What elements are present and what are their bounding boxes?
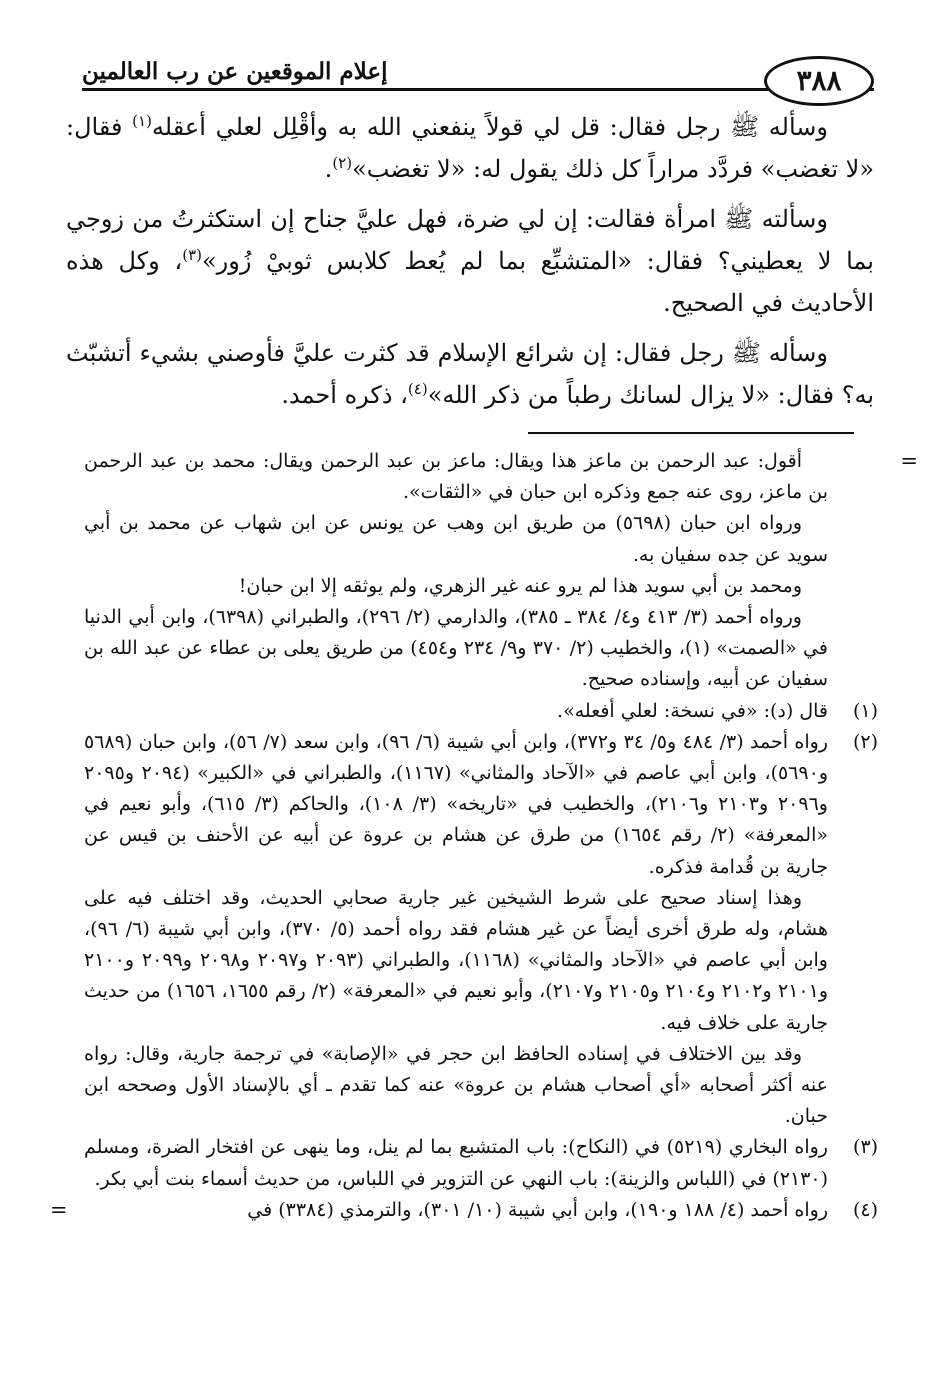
paragraph-3-text: وسأله ﷺ رجل فقال: إن شرائع الإسلام قد كثرت عليَّ فأوصني بشيء أتشبّث به؟ فقال: «لا يزال لسانك رطباً من ذكر الله»	[66, 339, 874, 409]
footnote-text: رواه أحمد (٤/ ١٨٨ و١٩٠)، وابن أبي شيبة (١٠/ ٣٠١)، والترمذي (٣٣٨٤) في	[247, 1198, 828, 1221]
footnote-text: وقد بين الاختلاف في إسناده الحافظ ابن حجر في «الإصابة» في ترجمة جارية، وقال: رواه عنه أكثر أصحابه «أي أصحاب هشام بن عروة» عنه كما تقدم ـ أي بالإسناد الأول وصححه ابن حبان.	[84, 1042, 828, 1128]
footnote-ref-2: (٢)	[332, 154, 353, 172]
continuation-mark: =	[900, 449, 918, 473]
paragraph-1-text: وسأله ﷺ رجل فقال: قل لي قولاً ينفعني الله به وأقْلِل لعلي أعقله	[151, 113, 828, 141]
footnote-carryover-para: ورواه ابن حبان (٥٦٩٨) من طريق ابن وهب عن يونس عن ابن شهاب عن محمد بن أبي سويد عن جده سفيان به.	[84, 512, 828, 566]
paragraph-2	[66, 198, 874, 324]
footnote-ref-1: (١)	[132, 112, 152, 130]
paragraph-1-end: .	[324, 155, 333, 183]
running-header	[82, 40, 874, 102]
footnote-carryover	[84, 446, 918, 696]
continued-mark: =	[50, 1197, 68, 1222]
page-number: ٣٨٨	[764, 56, 874, 106]
footnote-1	[84, 696, 880, 727]
footnote-text: قال (د): «في نسخة: لعلي أفعله».	[557, 699, 828, 722]
footnote-3	[84, 1132, 880, 1194]
footnote-4	[50, 1195, 880, 1226]
main-text	[66, 106, 874, 424]
footnote-number: (٤)	[852, 1198, 878, 1221]
footnote-ref-4: (٤)	[407, 380, 428, 398]
paragraph-3-end: ، ذكره أحمد.	[281, 381, 408, 409]
book-title: إعلام الموقعين عن رب العالمين	[82, 58, 388, 85]
paragraph-2-text: وسألته ﷺ امرأة فقالت: إن لي ضرة، فهل عليَّ جناح إن استكثرتُ من زوجي بما لا يعطيني؟ فقال: «المتشبِّع بما لم يُعط كلابس ثوبيْ زُور»	[66, 205, 874, 275]
paragraph-2-end: ، وكل هذه الأحاديث في الصحيح.	[66, 247, 874, 317]
footnote-number: (٣)	[852, 1136, 878, 1159]
footnote-ref-3: (٣)	[182, 246, 202, 264]
footnote-text: وهذا إسناد صحيح على شرط الشيخين غير جارية صحابي الحديث، وقد اختلف فيه على هشام، وله طرق أخرى أيضاً عن غير هشام فقد رواه أحمد (٥/ ٣٧٠)، وابن أبي شيبة (٦/ ٩٦)، وابن أبي عاصم في «الآحاد والمثاني» (١١٦٨)، والطبراني (٢٠٩٣ و٢٠٩٧ و٢٠٩٨ و٢٠٩٩ و٢١٠٠ و٢١٠١ و٢١٠٢ و٢١٠٤ و٢١٠٥ و٢١٠٧)، وأبو نعيم في «المعرفة» (٢/ رقم ١٦٥٥، ١٦٥٦) من حديث جارية على خلاف فيه.	[84, 886, 829, 1034]
footnote-text: رواه البخاري (٥٢١٩) في (النكاح): باب المتشبع بما لم ينل، وما ينهى عن افتخار الضرة، ومسلم (٢١٣٠) في (اللباس والزينة): باب النهي عن التزوير في اللباس، من حديث أسماء بنت أبي بكر.	[84, 1136, 828, 1190]
footnote-text: رواه أحمد (٣/ ٤٨٤ و٥/ ٣٤ و٣٧٢)، وابن أبي شيبة (٦/ ٩٦)، وابن سعد (٧/ ٥٦)، وابن حبان (٥٦٨٩ و٥٦٩٠)، وابن أبي عاصم في «الآحاد والمثاني» (١١٦٧)، والطبراني في «الكبير» (٢٠٩٤ و٢٠٩٥ و٢٠٩٦ و٢١٠٣ و٢١٠٦)، والخطيب في «تاريخه» (٣/ ١٠٨)، والحاكم (٣/ ٦١٥)، وأبو نعيم في «المعرفة» (٢/ رقم ١٦٥٤) من طرق عن هشام بن عروة عن أبيه عن الأحنف بن قيس عن جارية بن قُدامة فذكره.	[84, 730, 828, 878]
footnote-number: (١)	[852, 699, 878, 722]
paragraph-3	[66, 332, 874, 416]
footnote-number: (٢)	[852, 730, 878, 753]
footnote-2	[84, 727, 880, 1133]
header-rule	[82, 88, 874, 91]
footnote-carryover-para: ورواه أحمد (٣/ ٤١٣ و٤/ ٣٨٤ ـ ٣٨٥)، والدارمي (٢/ ٢٩٦)، والطبراني (٦٣٩٨)، وابن أبي الدنيا في «الصمت» (١)، والخطيب (٢/ ٣٧٠ و٩/ ٢٣٤ و٤٥٤) من طريق يعلى بن عطاء عن عبد الله بن سفيان عن أبيه، وإسناده صحيح.	[84, 606, 828, 691]
paragraph-1	[66, 106, 874, 190]
footnote-separator	[528, 432, 854, 434]
footnote-carryover-para: ومحمد بن أبي سويد هذا لم يرو عنه غير الزهري، ولم يوثقه إلا ابن حبان!	[238, 574, 802, 597]
footnote-carryover-para: أقول: عبد الرحمن بن ماعز هذا ويقال: ماعز بن عبد الرحمن ويقال: محمد بن عبد الرحمن بن ماعز، روى عنه جمع وذكره ابن حبان في «الثقات».	[84, 450, 828, 504]
paragraph-1-text-cont: فقال: «لا تغضب» فردَّد مراراً كل ذلك يقول له: «لا تغضب»	[66, 113, 874, 183]
footnotes	[50, 446, 918, 1226]
